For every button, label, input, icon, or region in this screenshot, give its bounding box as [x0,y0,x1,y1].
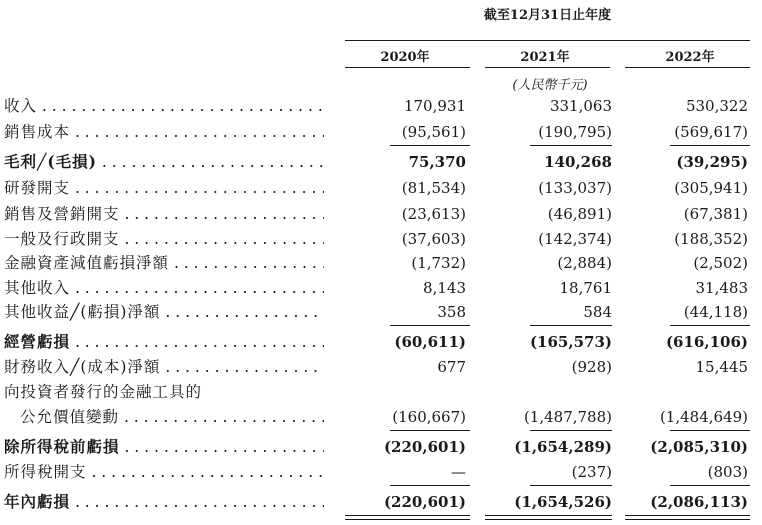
table-row-cost-of-sales [0,120,762,144]
value-2021: (165,573) [529,333,612,351]
value-2020: 677 [437,358,466,376]
subtotal-rule-2021 [530,430,612,431]
row-label: 收入 . . . [4,94,324,118]
value-2022: (569,617) [674,123,748,141]
value-2020: (37,603) [401,230,466,248]
value-2020: 75,370 [408,153,466,171]
row-label: 其他收入 . . . [4,276,324,300]
value-2022: (39,295) [676,153,748,171]
value-2022: (44,118) [683,303,748,321]
table-row-operating-loss [0,330,762,354]
subtotal-rule-2020 [390,145,470,146]
value-2020: 358 [437,303,466,321]
column-header-2021: 2021年 [520,50,570,65]
value-2022: 530,322 [685,97,748,115]
table-row-fair-value [0,405,762,429]
year-rule-2021 [485,67,610,68]
table-row-finance [0,355,762,379]
value-2022: 15,445 [695,358,748,376]
row-label: 經營虧損 . . . [4,330,324,354]
table-row-other-gains [0,300,762,324]
table-row-other-income [0,276,762,300]
value-2020: (220,601) [383,438,466,456]
value-2022: (2,085,310) [650,438,748,456]
value-2021: 18,761 [559,279,612,297]
value-2021: (133,037) [538,179,612,197]
row-label: 毛利╱(毛損) . . . [4,150,324,174]
row-label: 銷售成本 . . . [4,120,324,144]
header-rule-top [345,40,750,41]
value-2022: (188,352) [674,230,748,248]
value-2020: (95,561) [401,123,466,141]
value-2021: (237) [571,463,612,481]
row-label: 一般及行政開支 . . . [4,227,324,251]
year-rule-2022 [625,67,750,68]
row-label: 所得稅開支 . . . [4,460,324,484]
table-row-selling [0,202,762,226]
value-2021: (1,654,289) [514,438,612,456]
total-double-rule-2020 [345,515,470,520]
row-label: 研發開支 . . . [4,176,324,200]
value-2022: (2,502) [693,254,748,272]
value-2020: 8,143 [423,279,466,297]
value-2022: (1,484,649) [659,408,748,426]
value-2021: (190,795) [538,123,612,141]
row-label: 年內虧損 . . . [4,490,324,514]
value-2022: (616,106) [665,333,748,351]
row-label: 向投資者發行的金融工具的 [4,383,203,401]
value-2021: (142,374) [538,230,612,248]
value-2020: — [451,463,466,481]
total-double-rule-2022 [625,515,750,520]
subtotal-rule-2021 [530,325,612,326]
value-2021: (1,654,526) [514,493,612,511]
table-row-fair-value-heading [0,380,762,404]
value-2021: (1,487,788) [523,408,612,426]
value-2020: (220,601) [383,493,466,511]
subtotal-rule-2020 [390,485,470,486]
value-2021: 331,063 [549,97,612,115]
row-label: 除所得稅前虧損 . . . [4,435,324,459]
column-header-period: 截至12月31日止年度 [483,8,612,23]
subtotal-rule-2021 [530,485,612,486]
value-2020: 170,931 [403,97,466,115]
subtotal-rule-2021 [530,145,612,146]
value-2021: (46,891) [547,205,612,223]
subtotal-rule-2020 [390,325,470,326]
total-double-rule-2021 [485,515,612,520]
table-row-rnd [0,176,762,200]
value-2020: (160,667) [392,408,466,426]
row-label: 銷售及營銷開支 . . . [4,202,324,226]
value-2022: (67,381) [683,205,748,223]
value-2020: (60,611) [394,333,466,351]
value-2020: (1,732) [411,254,466,272]
table-row-loss-for-year [0,490,762,514]
value-2021: (928) [571,358,612,376]
value-2022: (305,941) [674,179,748,197]
table-row-gross-profit [0,150,762,174]
row-label: 金融資產減值虧損淨額 . . . [4,251,324,275]
value-2020: (23,613) [401,205,466,223]
subtotal-rule-2022 [670,145,750,146]
value-2022: (803) [707,463,748,481]
unit-label: (人民幣千元) [512,78,588,93]
row-label: 其他收益╱(虧損)淨額 . . . [4,300,324,324]
column-header-2020: 2020年 [380,50,430,65]
value-2021: 584 [583,303,612,321]
value-2022: (2,086,113) [650,493,748,511]
table-row-impairment [0,251,762,275]
value-2022: 31,483 [695,279,748,297]
table-row-loss-before-tax [0,435,762,459]
subtotal-rule-2022 [670,325,750,326]
row-label: 財務收入╱(成本)淨額 . . . [4,355,324,379]
value-2021: (2,884) [557,254,612,272]
value-2020: (81,534) [401,179,466,197]
table-row-revenue [0,94,762,118]
subtotal-rule-2020 [390,430,470,431]
subtotal-rule-2022 [670,430,750,431]
table-row-admin [0,227,762,251]
value-2021: 140,268 [544,153,612,171]
year-rule-2020 [345,67,470,68]
subtotal-rule-2022 [670,485,750,486]
table-row-income-tax [0,460,762,484]
row-label: 公允價值變動 . . . [20,405,324,429]
column-header-2022: 2022年 [665,50,715,65]
